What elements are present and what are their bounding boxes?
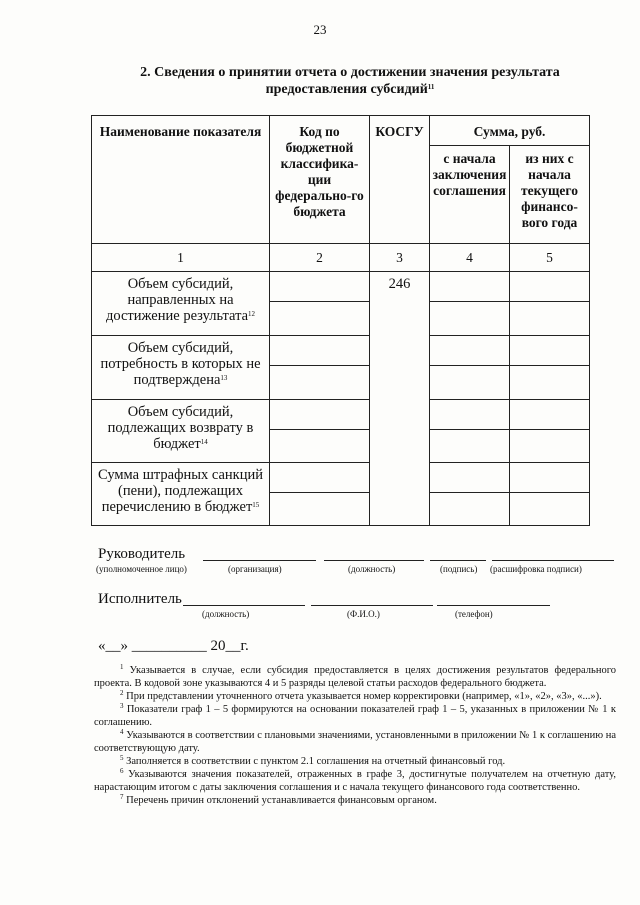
table-cell: [430, 493, 510, 526]
executor-position-line: [183, 605, 305, 606]
position-line: [324, 560, 424, 561]
executor-phone-line: [437, 605, 550, 606]
caption-executor-fio: (Ф.И.О.): [347, 609, 380, 619]
table-cell: [430, 430, 510, 463]
table-cell: [270, 400, 370, 430]
table-cell: [270, 463, 370, 493]
caption-position: (должность): [348, 564, 396, 574]
table-cell: [510, 463, 590, 493]
table-cell: [510, 302, 590, 336]
head-label: Руководитель: [98, 546, 186, 562]
page-number: 23: [313, 22, 327, 37]
table-cell: [510, 400, 590, 430]
caption-org: (организация): [228, 564, 282, 574]
report-table: [91, 115, 590, 526]
row-label: Сумма штрафных санкций (пени), подлежащих перечислению в бюджет$^{15}$: [92, 463, 270, 526]
table-cell: [510, 430, 590, 463]
table-cell: [510, 336, 590, 366]
col-number-5: 5: [510, 244, 590, 272]
table-cell: [430, 302, 510, 336]
table-cell: [510, 366, 590, 400]
caption-executor-phone: (телефон): [455, 609, 493, 619]
col-number-1: 1: [92, 244, 270, 272]
table-cell: [270, 336, 370, 366]
table-cell: [270, 272, 370, 302]
col-number-2: 2: [270, 244, 370, 272]
caption-executor-position: (должность): [202, 609, 250, 619]
org-line: [203, 560, 316, 561]
table-cell: [430, 366, 510, 400]
footnote: $^6$ Указываются значения показателей, отраженных в графе 3, достигнутые получателем на отчетную дату, нарастающим итогом с даты заключения соглашения и с начала текущего финансового года соответственно.: [94, 767, 616, 793]
header-name: Наименование показателя: [92, 116, 270, 244]
footnote: $^5$ Заполняется в соответствии с пунктом 2.1 соглашения на отчетный финансовый год.: [120, 754, 506, 767]
table-cell: [430, 400, 510, 430]
section-title: [100, 64, 600, 98]
executor-fio-line: [311, 605, 433, 606]
caption-decode: (расшифровка подписи): [490, 564, 582, 574]
kosgu-value: 246: [370, 272, 430, 526]
footnote: $^7$ Перечень причин отклонений устанавливается финансовым органом.: [120, 793, 437, 806]
footnote: $^2$ При представлении уточненного отчета указывается номер корректировки (например, «1», «2», «3», «...»).: [120, 689, 602, 702]
row-label: Объем субсидий, подлежащих возврату в бюджет$^{14}$: [92, 400, 270, 463]
header-sum: Сумма, руб.: [430, 116, 590, 146]
caption-signature: (подпись): [440, 564, 478, 574]
signature-line: [430, 560, 486, 561]
col-number-4: 4: [430, 244, 510, 272]
table-cell: [430, 272, 510, 302]
header-kosgu: КОСГУ: [370, 116, 430, 244]
date-line: «__» __________ 20__г.: [98, 638, 249, 654]
executor-label: Исполнитель: [98, 591, 182, 607]
title-line-2: предоставления субсидий$^{11}$: [265, 82, 435, 97]
footnote: $^4$ Указываются в соответствии с плановыми значениями, установленными в приложении № 1 к соглашению на соответствующую дату.: [94, 728, 617, 754]
footnote: $^1$ Указывается в случае, если субсидия предоставляется в целях достижения результатов федерального проекта. В кодовой зоне указываются 4 и 5 разряды целевой статьи расходов федерального бюджета.: [94, 663, 616, 689]
table-cell: [510, 493, 590, 526]
row-label: Объем субсидий, направленных на достижение результата$^{12}$: [92, 272, 270, 336]
row-label: Объем субсидий, потребность в которых не подтверждена$^{13}$: [92, 336, 270, 400]
table-cell: [430, 463, 510, 493]
header-current-year: из них с начала текущего финансо-вого года: [510, 146, 590, 244]
footnote: $^3$ Показатели граф 1 – 5 формируются на основании показателей граф 1 – 5, указанных в приложении № 1 к соглашению.: [94, 702, 616, 728]
table-cell: [270, 366, 370, 400]
header-kbk: Код по бюджетной классифика-ции федерально-го бюджета: [270, 116, 370, 244]
table-cell: [510, 272, 590, 302]
table-cell: [430, 336, 510, 366]
footnotes: [94, 664, 616, 807]
col-number-3: 3: [370, 244, 430, 272]
head-caption: (уполномоченное лицо): [96, 564, 187, 574]
table-cell: [270, 430, 370, 463]
table-cell: [270, 493, 370, 526]
title-line-1: 2. Сведения о принятии отчета о достижении значения результата: [140, 65, 560, 80]
signature-decode-line: [492, 560, 614, 561]
table-cell: [270, 302, 370, 336]
header-since-start: с начала заключения соглашения: [430, 146, 510, 244]
